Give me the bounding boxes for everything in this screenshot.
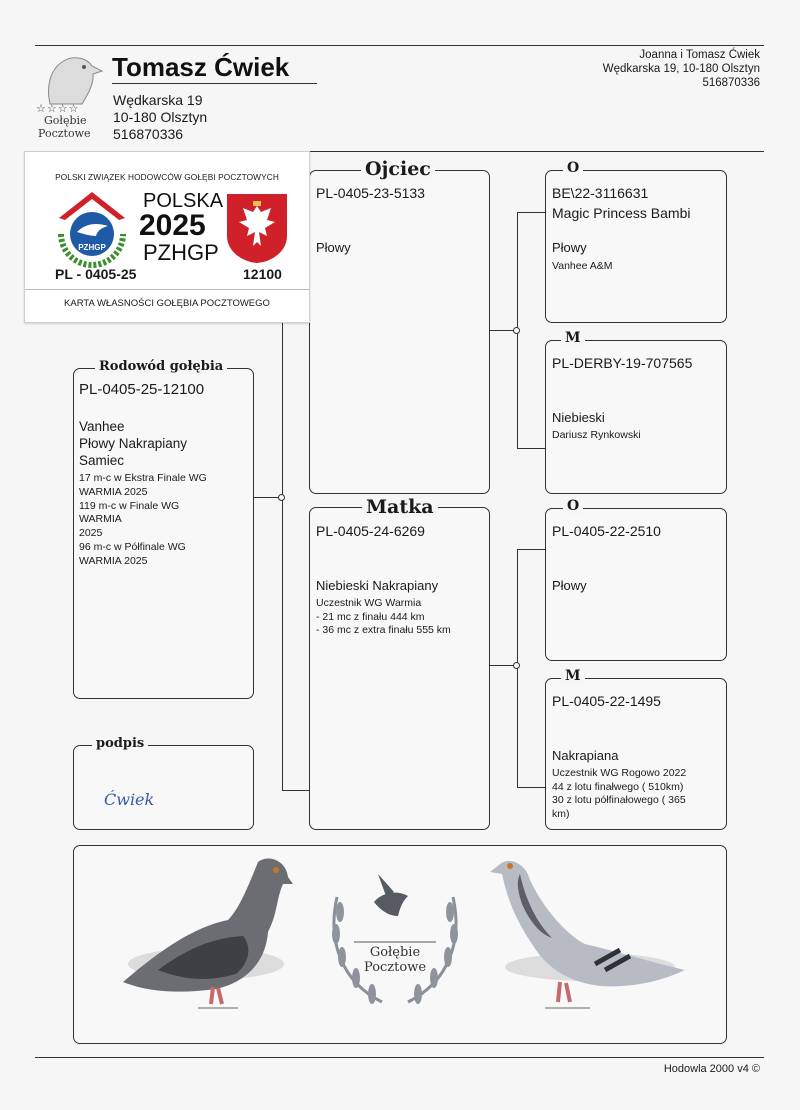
- mm-note: Uczestnik WG Rogowo 2022: [552, 767, 687, 779]
- pzhgp-logo-icon: [53, 188, 131, 270]
- ff-color: Płowy: [552, 240, 587, 255]
- connector-to-mf: [517, 549, 545, 550]
- footer-credit: Hodowla 2000 v4 ©: [663, 1063, 760, 1075]
- mm-note: 30 z lotu półfinałowego ( 365: [552, 794, 686, 806]
- mm-color: Nakrapiana: [552, 748, 619, 763]
- father-box: [309, 170, 490, 494]
- wreath-emblem-icon: [312, 862, 478, 1012]
- logo: [36, 52, 106, 144]
- achievement-line: WARMIA: [79, 513, 122, 526]
- fm-breeder: Dariusz Rynkowski: [552, 429, 641, 441]
- owner-phone: 516870336: [113, 126, 184, 142]
- pigeon-right-icon: [490, 852, 690, 1022]
- ownership-card: [24, 151, 310, 323]
- mother-note: Uczestnik WG Warmia: [316, 597, 422, 609]
- card-org: POLSKI ZWIĄZEK HODOWCÓW GOŁĘBI POCZTOWYCH: [55, 172, 279, 182]
- mm-notes: [552, 767, 686, 821]
- achievement-line: 17 m-c w Ekstra Finale WG: [79, 472, 207, 484]
- owner-name-underline: [112, 83, 317, 84]
- mother-ring: PL-0405-24-6269: [316, 523, 425, 539]
- mother-color: Niebieski Nakrapiany: [316, 578, 439, 593]
- pigeon-strain: Vanhee: [79, 419, 125, 434]
- card-footer: KARTA WŁASNOŚCI GOŁĘBIA POCZTOWEGO: [64, 298, 270, 309]
- fm-ring: PL-DERBY-19-707565: [552, 355, 693, 371]
- mother-note: - 21 mc z finału 444 km: [316, 610, 425, 623]
- owner-street: Wędkarska 19: [113, 92, 203, 108]
- mother-note: - 36 mc z extra finału 555 km: [316, 624, 451, 636]
- pigeon-achievements: [79, 472, 207, 569]
- signature-title: podpis: [92, 736, 148, 751]
- achievement-line: WARMIA 2025: [79, 554, 148, 567]
- fm-title: M: [561, 330, 585, 346]
- connector-node: [513, 662, 520, 669]
- header-right-line3: 516870336: [702, 77, 760, 89]
- mm-note: 44 z lotu finałwego ( 510km): [552, 780, 684, 793]
- logo-line1: Gołębie: [44, 114, 87, 127]
- pigeon-ring: PL-0405-25-12100: [79, 381, 205, 398]
- pigeon-info: [79, 418, 187, 469]
- mm-note: km): [552, 807, 570, 820]
- mother-notes: [316, 597, 451, 638]
- connector-to-ff: [517, 212, 545, 213]
- owner-name: Tomasz Ćwiek: [112, 52, 290, 82]
- mother-title: Matka: [362, 496, 438, 518]
- ff-ring: BE\22-3116631: [552, 185, 649, 201]
- card-abbrev: PZHGP: [143, 240, 219, 265]
- father-title: Ojciec: [361, 158, 435, 180]
- card-country: POLSKA: [143, 190, 224, 212]
- bottom-rule: [35, 1057, 764, 1058]
- header-right: [603, 48, 760, 90]
- mf-color: Płowy: [552, 578, 587, 593]
- fm-color: Niebieski: [552, 410, 605, 425]
- achievement-line: 96 m-c w Półfinale WG: [79, 540, 186, 553]
- father-ring: PL-0405-23-5133: [316, 185, 425, 201]
- mf-title: O: [563, 498, 583, 514]
- achievement-line: 119 m-c w Finale WG: [79, 499, 180, 512]
- mm-ring: PL-0405-22-1495: [552, 693, 661, 709]
- signature-value: Ćwiek: [104, 790, 155, 809]
- connector-to-fm: [517, 448, 545, 449]
- owner-city: 10-180 Olsztyn: [113, 109, 208, 125]
- mf-ring: PL-0405-22-2510: [552, 523, 661, 539]
- pigeon-title: Rodowód gołębia: [95, 359, 227, 374]
- pigeon-left-icon: [118, 852, 293, 1022]
- header-right-line1: Joanna i Tomasz Ćwiek: [639, 49, 760, 61]
- card-ring-number: PL - 0405-25: [55, 266, 137, 282]
- pzhgp-logo-text: PZHGP: [78, 243, 106, 252]
- emblem-line1: Gołębie: [369, 945, 421, 960]
- mm-title: M: [561, 668, 585, 684]
- connector-to-mm: [517, 787, 545, 788]
- pigeon-color: Płowy Nakrapiany: [79, 436, 188, 451]
- top-rule: [35, 45, 764, 46]
- achievement-line: 2025: [79, 527, 103, 540]
- logo-stars: ☆☆☆☆: [36, 103, 80, 115]
- connector-node: [513, 327, 520, 334]
- ff-name: Magic Princess Bambi: [552, 205, 691, 221]
- signature-box: [73, 745, 254, 830]
- card-year: 2025: [139, 209, 206, 242]
- pigeon-sex: Samiec: [79, 453, 125, 468]
- achievement-line: WARMIA 2025: [79, 485, 148, 498]
- connector-to-mother: [282, 790, 310, 791]
- emblem-line2: Pocztowe: [363, 960, 427, 975]
- ff-title: O: [563, 160, 583, 176]
- mother-box: [309, 507, 490, 830]
- polish-eagle-emblem-icon: [225, 192, 289, 264]
- card-number: 12100: [243, 266, 282, 282]
- father-color: Płowy: [316, 240, 351, 255]
- card-divider: [25, 289, 309, 290]
- ff-breeder: Vanhee A&M: [552, 260, 613, 272]
- logo-line2: Pocztowe: [38, 127, 91, 140]
- pigeon-head-icon: [36, 52, 106, 107]
- connector-node: [278, 494, 285, 501]
- header-right-line2: Wędkarska 19, 10-180 Olsztyn: [602, 63, 760, 75]
